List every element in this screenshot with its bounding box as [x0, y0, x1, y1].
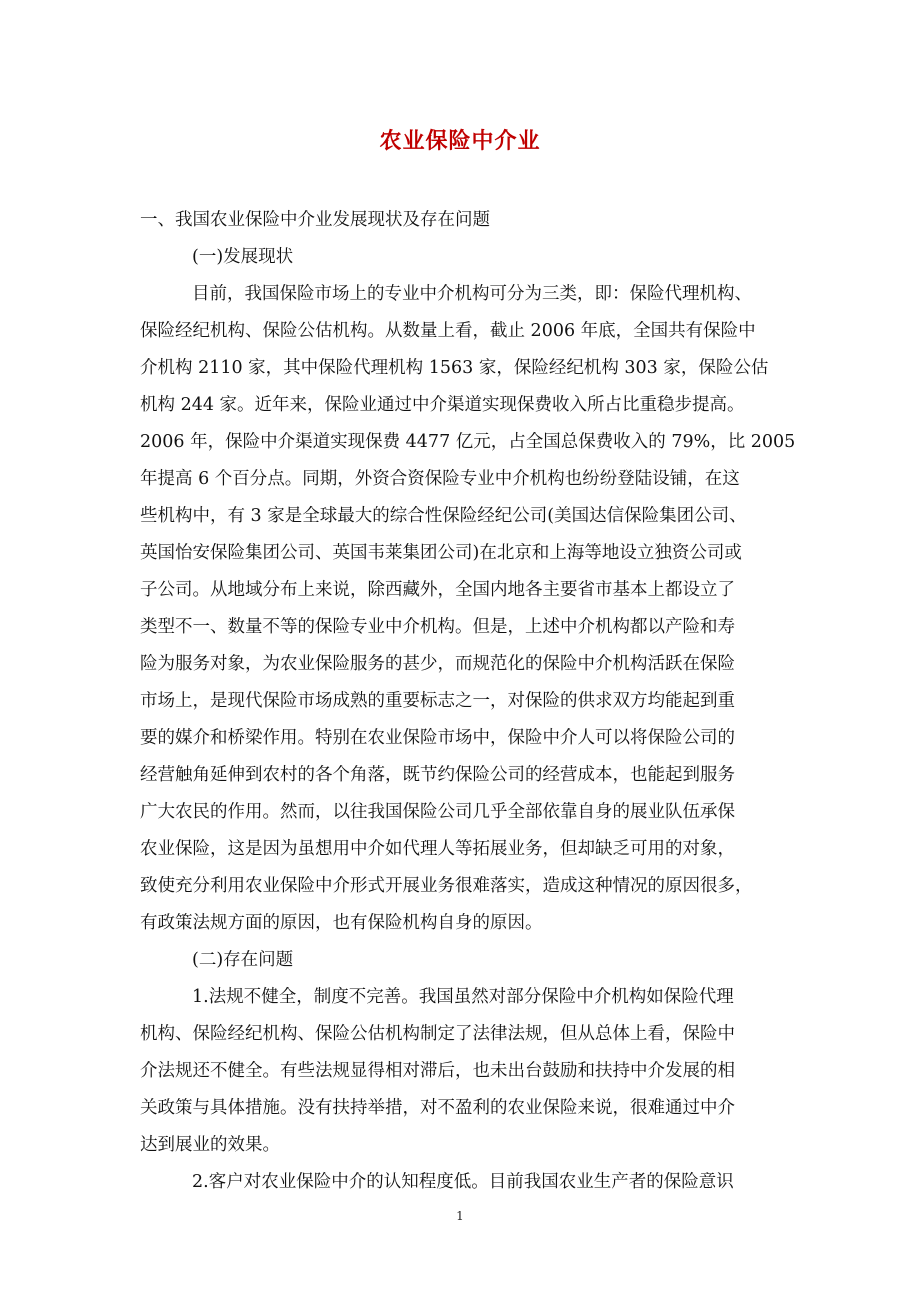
paragraph — [140, 1164, 780, 1201]
paragraph-line: 致使充分利用农业保险中介形式开展业务很难落实，造成这种情况的原因很多， — [140, 876, 753, 896]
paragraph-line: 保险经纪机构、保险公估机构。从数量上看，截止 2006 年底，全国共有保险中 — [140, 321, 756, 341]
paragraph-line: 达到展业的效果。 — [140, 1135, 280, 1155]
paragraph — [140, 979, 780, 1164]
paragraph-line: 机构 244 家。近年来，保险业通过中介渠道实现保费收入所占比重稳步提高。 — [140, 395, 745, 415]
paragraph-line: 子公司。从地域分布上来说，除西藏外，全国内地各主要省市基本上都设立了 — [140, 580, 735, 600]
paragraph-line: 1.法规不健全，制度不完善。我国虽然对部分保险中介机构如保险代理 — [192, 987, 734, 1007]
paragraph-line: 关政策与具体措施。没有扶持举措，对不盈利的农业保险来说，很难通过中介 — [140, 1098, 735, 1118]
paragraph-line: 机构、保险经纪机构、保险公估机构制定了法律法规，但从总体上看，保险中 — [140, 1024, 735, 1044]
paragraph-line: 年提高 6 个百分点。同期，外资合资保险专业中介机构也纷纷登陆设铺，在这 — [140, 469, 740, 489]
section-heading: 一、我国农业保险中介业发展现状及存在问题 — [140, 210, 490, 230]
paragraph-line: 经营触角延伸到农村的各个角落，既节约保险公司的经营成本，也能起到服务 — [140, 765, 735, 785]
paragraph-line: 介法规还不健全。有些法规显得相对滞后，也未出台鼓励和扶持中介发展的相 — [140, 1061, 735, 1081]
paragraph-line: 介机构 2110 家，其中保险代理机构 1563 家，保险经纪机构 303 家，保险公估 — [140, 358, 769, 378]
page-number: 1 — [456, 1209, 464, 1223]
paragraph-line: 险为服务对象，为农业保险服务的甚少，而规范化的保险中介机构活跃在保险 — [140, 654, 735, 674]
paragraph — [140, 276, 796, 942]
subsection-heading: (二)存在问题 — [192, 950, 294, 970]
paragraph-line: 目前，我国保险市场上的专业中介机构可分为三类，即：保险代理机构、 — [192, 284, 752, 304]
paragraph-line: 2006 年，保险中介渠道实现保费 4477 亿元，占全国总保费收入的 79%，比 2005 — [140, 432, 796, 452]
paragraph-line: 英国怡安保险集团公司、英国韦莱集团公司)在北京和上海等地设立独资公司或 — [140, 543, 742, 563]
paragraph-line: 2.客户对农业保险中介的认知程度低。目前我国农业生产者的保险意识 — [192, 1172, 734, 1192]
subsection-heading: (一)发展现状 — [192, 247, 294, 267]
document-title: 农业保险中介业 — [379, 129, 541, 154]
paragraph-line: 市场上，是现代保险市场成熟的重要标志之一，对保险的供求双方均能起到重 — [140, 691, 735, 711]
document-body — [140, 202, 796, 1201]
paragraph-line: 些机构中，有 3 家是全球最大的综合性保险经纪公司(美国达信保险集团公司、 — [140, 506, 747, 526]
paragraph-line: 类型不一、数量不等的保险专业中介机构。但是，上述中介机构都以产险和寿 — [140, 617, 735, 637]
paragraph-line: 农业保险，这是因为虽想用中介如代理人等拓展业务，但却缺乏可用的对象， — [140, 839, 735, 859]
paragraph-line: 要的媒介和桥梁作用。特别在农业保险市场中，保险中介人可以将保险公司的 — [140, 728, 735, 748]
paragraph-line: 有政策法规方面的原因，也有保险机构自身的原因。 — [140, 913, 543, 933]
paragraph-line: 广大农民的作用。然而，以往我国保险公司几乎全部依靠自身的展业队伍承保 — [140, 802, 735, 822]
